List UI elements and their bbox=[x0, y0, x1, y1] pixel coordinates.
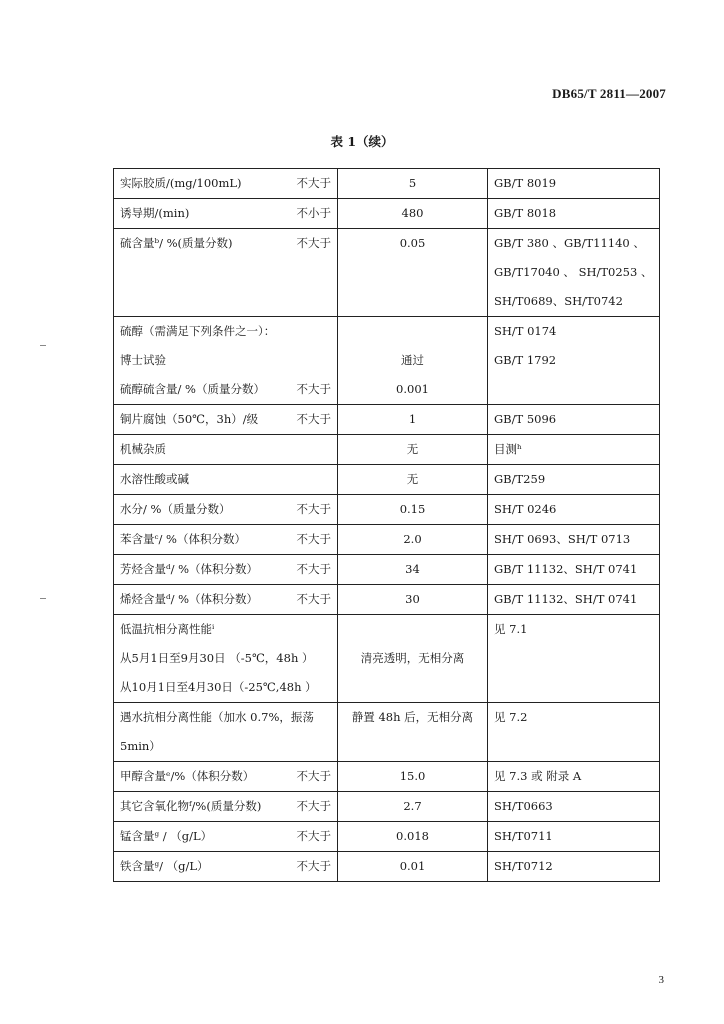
item-label: 遇水抗相分离性能（加水 0.7%，振荡 bbox=[120, 710, 314, 724]
item-line bbox=[120, 762, 331, 791]
method-text: SH/T 0693、SH/T 0713 bbox=[494, 532, 631, 546]
item-cell bbox=[114, 435, 338, 465]
item-label: 烯烃含量ᵈ/ %（体积分数） bbox=[120, 592, 259, 606]
item-line bbox=[120, 346, 331, 375]
value-cell bbox=[338, 585, 488, 615]
item-cell bbox=[114, 229, 338, 317]
item-limit: 不大于 bbox=[296, 562, 331, 576]
standard-code: DB65/T 2811—2007 bbox=[552, 86, 666, 101]
method-cell bbox=[488, 852, 660, 882]
table-row bbox=[114, 405, 660, 435]
item-label: 从10月1日至4月30日（-25℃,48h ） bbox=[120, 680, 317, 694]
item-line bbox=[120, 615, 331, 644]
value-text: 30 bbox=[405, 592, 420, 606]
method-cell bbox=[488, 229, 660, 317]
item-limit: 不大于 bbox=[296, 412, 331, 426]
item-label: 苯含量ᶜ/ %（体积分数） bbox=[120, 532, 246, 546]
method-text: 见 7.1 bbox=[494, 622, 528, 636]
item-limit: 不大于 bbox=[296, 236, 331, 250]
item-cell bbox=[114, 199, 338, 229]
method-text: GB/T 8019 bbox=[494, 176, 557, 190]
value-text: 0.001 bbox=[396, 382, 429, 396]
item-label: 铁含量ᵍ/ （g/L） bbox=[120, 859, 209, 873]
item-cell bbox=[114, 495, 338, 525]
item-label: 从5月1日至9月30日 （-5℃，48h ） bbox=[120, 651, 314, 665]
item-limit bbox=[327, 703, 331, 732]
value-text: 0.018 bbox=[396, 829, 429, 843]
item-limit bbox=[327, 465, 331, 494]
item-line bbox=[120, 317, 331, 346]
value-cell bbox=[338, 615, 488, 703]
item-label: 水分/ %（质量分数） bbox=[120, 502, 231, 516]
method-text: GB/T17040 、 SH/T0253 、 bbox=[494, 265, 653, 279]
item-line bbox=[120, 822, 331, 851]
item-limit: 不大于 bbox=[296, 532, 331, 546]
method-cell bbox=[488, 317, 660, 405]
value-cell bbox=[338, 822, 488, 852]
item-label: 硫含量ᵇ/ %(质量分数) bbox=[120, 236, 233, 250]
value-text: 5 bbox=[408, 176, 417, 190]
item-label: 实际胶质/(mg/100mL) bbox=[120, 176, 242, 190]
item-limit: 不大于 bbox=[296, 176, 331, 190]
value-text: 静置 48h 后，无相分离 bbox=[351, 710, 474, 724]
item-cell bbox=[114, 465, 338, 495]
method-cell bbox=[488, 199, 660, 229]
method-text: GB/T259 bbox=[494, 472, 546, 486]
item-line bbox=[120, 644, 331, 673]
item-label: 甲醇含量ᵉ/%（体积分数） bbox=[120, 769, 255, 783]
method-text: GB/T 11132、SH/T 0741 bbox=[494, 592, 638, 606]
item-limit: 不大于 bbox=[296, 829, 331, 843]
value-text: 无 bbox=[406, 472, 419, 486]
method-cell bbox=[488, 169, 660, 199]
method-cell bbox=[488, 585, 660, 615]
method-text: SH/T 0246 bbox=[494, 502, 557, 516]
value-cell bbox=[338, 525, 488, 555]
item-cell bbox=[114, 792, 338, 822]
value-text: 0.01 bbox=[399, 859, 426, 873]
item-limit: 不小于 bbox=[296, 206, 331, 220]
table-row bbox=[114, 495, 660, 525]
method-cell bbox=[488, 405, 660, 435]
method-text: GB/T 8018 bbox=[494, 206, 557, 220]
value-cell bbox=[338, 852, 488, 882]
value-text: 34 bbox=[405, 562, 420, 576]
value-text bbox=[344, 673, 481, 702]
method-text: GB/T 11132、SH/T 0741 bbox=[494, 562, 638, 576]
item-limit: 不大于 bbox=[296, 799, 331, 813]
value-cell bbox=[338, 435, 488, 465]
item-line bbox=[120, 792, 331, 821]
item-label: 诱导期/(min) bbox=[120, 206, 190, 220]
scan-mark bbox=[40, 345, 46, 346]
item-cell bbox=[114, 703, 338, 762]
value-cell bbox=[338, 762, 488, 792]
table-row bbox=[114, 229, 660, 317]
page-number: 3 bbox=[658, 974, 664, 986]
table-row bbox=[114, 555, 660, 585]
table-row bbox=[114, 585, 660, 615]
item-line bbox=[120, 375, 331, 404]
item-line bbox=[120, 732, 331, 761]
method-text: GB/T 5096 bbox=[494, 412, 557, 426]
item-limit bbox=[327, 317, 331, 346]
spec-table-body bbox=[114, 169, 660, 882]
value-text: 480 bbox=[401, 206, 424, 220]
method-text: SH/T 0174 bbox=[494, 324, 557, 338]
item-line bbox=[120, 435, 331, 464]
table-row bbox=[114, 792, 660, 822]
item-limit: 不大于 bbox=[296, 382, 331, 396]
value-text: 清亮透明，无相分离 bbox=[360, 651, 465, 665]
item-label: 博士试验 bbox=[120, 353, 166, 367]
value-cell bbox=[338, 555, 488, 585]
value-cell bbox=[338, 317, 488, 405]
method-text: SH/T0712 bbox=[494, 859, 553, 873]
method-text: SH/T0663 bbox=[494, 799, 553, 813]
value-cell bbox=[338, 792, 488, 822]
item-label: 铜片腐蚀（50℃，3h）/级 bbox=[120, 412, 259, 426]
table-row bbox=[114, 199, 660, 229]
table-row bbox=[114, 435, 660, 465]
value-text bbox=[344, 615, 481, 644]
item-limit bbox=[327, 732, 331, 761]
value-text: 0.05 bbox=[399, 236, 426, 250]
method-cell bbox=[488, 435, 660, 465]
method-text: GB/T 1792 bbox=[494, 353, 557, 367]
table-row bbox=[114, 762, 660, 792]
item-line bbox=[120, 703, 331, 732]
table-row bbox=[114, 317, 660, 405]
table-row bbox=[114, 822, 660, 852]
item-label: 其它含氧化物ᶠ/%(质量分数) bbox=[120, 799, 262, 813]
item-line bbox=[120, 465, 331, 494]
item-line bbox=[120, 169, 331, 198]
table-row bbox=[114, 615, 660, 703]
item-limit bbox=[327, 644, 331, 673]
method-text: 见 7.2 bbox=[494, 710, 528, 724]
method-cell bbox=[488, 822, 660, 852]
value-text: 2.0 bbox=[403, 532, 422, 546]
item-label: 水溶性酸或碱 bbox=[120, 472, 189, 486]
value-cell bbox=[338, 229, 488, 317]
item-cell bbox=[114, 615, 338, 703]
item-cell bbox=[114, 317, 338, 405]
item-line bbox=[120, 852, 331, 881]
value-text: 无 bbox=[406, 442, 419, 456]
table-title: 表 1（续） bbox=[330, 134, 394, 149]
item-cell bbox=[114, 762, 338, 792]
item-limit: 不大于 bbox=[296, 859, 331, 873]
item-line bbox=[120, 673, 331, 702]
item-line bbox=[120, 229, 331, 258]
item-line bbox=[120, 495, 331, 524]
method-cell bbox=[488, 792, 660, 822]
item-limit: 不大于 bbox=[296, 502, 331, 516]
item-line bbox=[120, 585, 331, 614]
value-cell bbox=[338, 465, 488, 495]
method-cell bbox=[488, 615, 660, 703]
item-cell bbox=[114, 169, 338, 199]
value-text: 通过 bbox=[401, 353, 424, 367]
item-cell bbox=[114, 852, 338, 882]
value-cell bbox=[338, 199, 488, 229]
item-cell bbox=[114, 405, 338, 435]
method-text: 见 7.3 或 附录 A bbox=[494, 769, 582, 783]
item-limit bbox=[327, 346, 331, 375]
method-text: SH/T0689、SH/T0742 bbox=[494, 294, 623, 308]
item-label: 芳烃含量ᵈ/ %（体积分数） bbox=[120, 562, 259, 576]
table-row bbox=[114, 465, 660, 495]
item-line bbox=[120, 555, 331, 584]
value-text: 2.7 bbox=[403, 799, 422, 813]
item-label: 锰含量ᵍ / （g/L） bbox=[120, 829, 213, 843]
method-cell bbox=[488, 525, 660, 555]
value-text: 0.15 bbox=[399, 502, 426, 516]
item-label: 机械杂质 bbox=[120, 442, 166, 456]
table-row bbox=[114, 525, 660, 555]
item-limit bbox=[327, 673, 331, 702]
item-cell bbox=[114, 822, 338, 852]
item-label: 硫醇硫含量/ %（质量分数） bbox=[120, 382, 265, 396]
table-row bbox=[114, 852, 660, 882]
value-text: 15.0 bbox=[399, 769, 426, 783]
item-label: 低温抗相分离性能ⁱ bbox=[120, 622, 215, 636]
item-limit: 不大于 bbox=[296, 592, 331, 606]
method-cell bbox=[488, 555, 660, 585]
item-line bbox=[120, 525, 331, 554]
scan-mark bbox=[40, 598, 46, 599]
item-label: 硫醇（需满足下列条件之一）： bbox=[120, 324, 276, 338]
item-line bbox=[120, 199, 331, 228]
method-cell bbox=[488, 465, 660, 495]
item-cell bbox=[114, 585, 338, 615]
method-cell bbox=[488, 762, 660, 792]
table-row bbox=[114, 169, 660, 199]
item-limit bbox=[327, 615, 331, 644]
item-label: 5min） bbox=[120, 739, 161, 753]
value-cell bbox=[338, 703, 488, 762]
item-limit: 不大于 bbox=[296, 769, 331, 783]
method-text: GB/T 380 、GB/T11140 、 bbox=[494, 236, 645, 250]
table-row bbox=[114, 703, 660, 762]
value-cell bbox=[338, 169, 488, 199]
item-line bbox=[120, 405, 331, 434]
value-cell bbox=[338, 405, 488, 435]
value-text bbox=[344, 317, 481, 346]
method-cell bbox=[488, 495, 660, 525]
item-cell bbox=[114, 555, 338, 585]
method-text: 目测ʰ bbox=[494, 442, 522, 456]
value-cell bbox=[338, 495, 488, 525]
value-text: 1 bbox=[408, 412, 417, 426]
item-limit bbox=[327, 435, 331, 464]
method-text: SH/T0711 bbox=[494, 829, 553, 843]
method-cell bbox=[488, 703, 660, 762]
item-cell bbox=[114, 525, 338, 555]
spec-table bbox=[113, 168, 660, 882]
